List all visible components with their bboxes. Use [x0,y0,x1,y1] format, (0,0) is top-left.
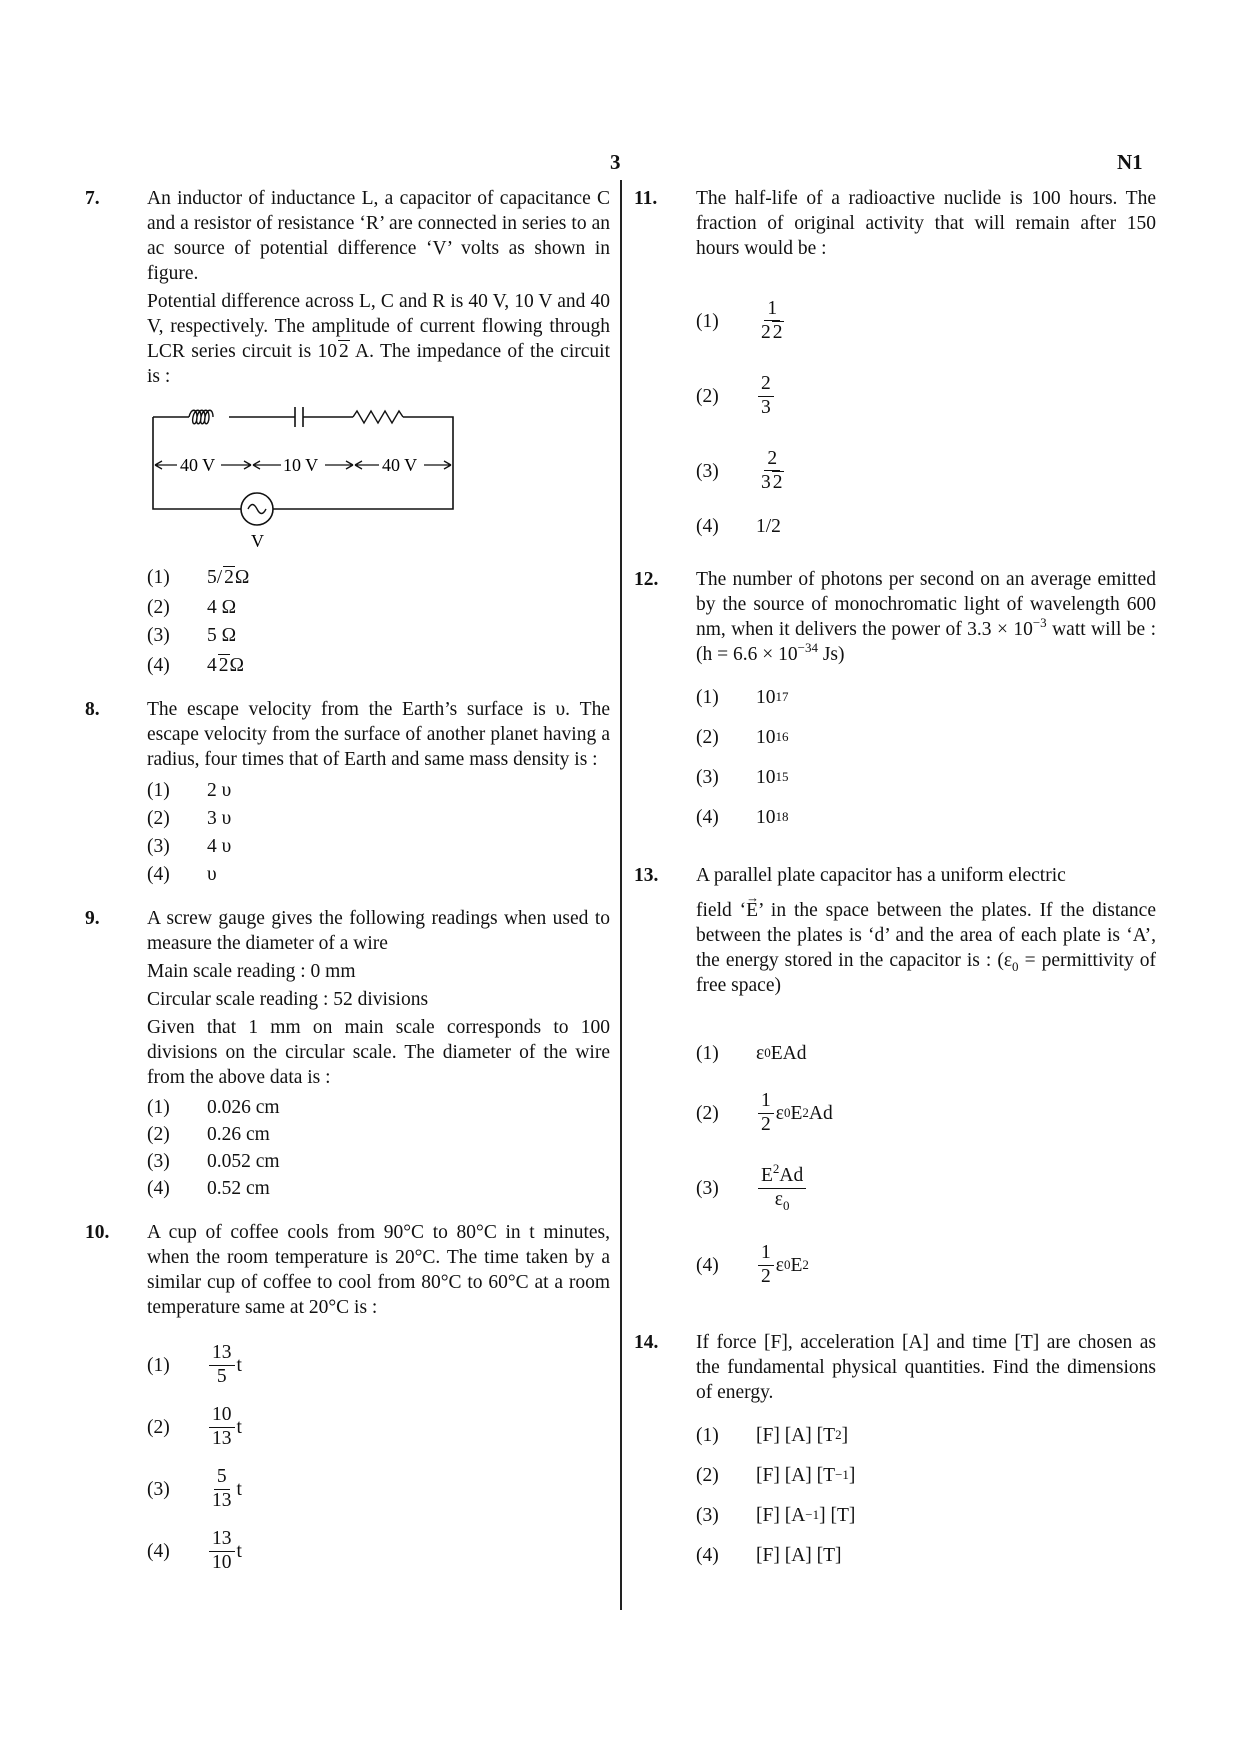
question-number: 14. [634,1332,659,1353]
option-4[interactable]: (4) $\frac{1}{2}$ ε 0 E 2 [696,1242,809,1287]
option-label: (4) [696,1544,719,1566]
option-1[interactable] [696,281,1156,361]
question-text: The escape velocity from the Earth’s surface is υ. The escape velocity from the surface of another planet having a radius, four times that of Earth and same mass density is : [147,699,610,770]
option-label: (1) [147,1097,170,1118]
options [696,1026,1156,1300]
option-label: (2) [696,726,719,748]
capacitor-plates [295,407,303,427]
fraction: $\frac{2}{3}$ [758,373,774,419]
option-4[interactable]: (4) $\frac{13}{10}$ t [147,1528,242,1573]
options [696,281,1156,541]
option-label: (3) [696,1504,719,1526]
option-label: (2) [147,1124,170,1145]
question-number: 7. [85,188,100,209]
option-label: (1) [696,310,719,332]
question-number: 10. [85,1222,110,1243]
option-1[interactable]: (1) 10 17 [696,686,789,708]
option-label: (3) [147,835,170,857]
option-label: (2) [147,1416,170,1438]
option-3[interactable]: (3) [F] [A −1 ] [T] [696,1504,856,1526]
option-4[interactable] [147,1175,610,1202]
voltage-label-r: 40 V [382,455,418,475]
fraction: $\frac{13}{5}$ [209,1342,235,1388]
option-1[interactable]: (1) 5/ 2 Ω [147,566,250,588]
option-label: (2) [147,596,170,618]
option-1[interactable] [147,1094,610,1121]
question-13 [634,863,1156,1300]
question-text: The half-life of a radioactive nuclide is 100 hours. The fraction of original activity that will remain after 150 hours would be : [696,188,1156,259]
question-number: 12. [634,569,659,590]
circular-scale-reading: Circular scale reading : 52 divisions [147,989,429,1010]
option-2[interactable] [147,593,610,621]
fraction: $\frac{1}{2 2}$ [761,297,783,343]
option-1[interactable] [147,776,610,804]
left-column [85,186,610,1582]
option-2[interactable]: (2) [F] [A] [T −1 ] [696,1464,856,1486]
question-8 [85,697,610,888]
option-text: 4 Ω [207,596,237,618]
fraction: $\frac{13}{10}$ [209,1528,235,1574]
question-text: If force [F], acceleration [A] and time [T] are chosen as the fundamental physical quantities. Find the dimensions of energy. [696,1332,1156,1403]
option-text: 1/2 [756,515,781,537]
options [147,1334,610,1582]
option-text: 0.52 cm [207,1178,270,1199]
option-3[interactable] [696,431,1156,511]
source-label: V [251,531,264,551]
option-label: (3) [696,766,719,788]
option-text: [F] [A] [T] [756,1544,842,1566]
option-text: 0.052 cm [207,1151,280,1172]
option-2[interactable] [147,804,610,832]
option-text: 2 υ [207,779,232,801]
option-label: (2) [696,385,719,407]
question-text-continued: Given that 1 mm on main scale corresponds to 100 divisions on the circular scale. The diameter of the wire from the above data is : [147,1017,610,1088]
option-label: (4) [147,654,170,676]
option-4[interactable] [696,1535,1156,1575]
option-label: (4) [147,863,170,885]
right-column [634,186,1156,1575]
option-label: (4) [696,806,719,828]
sqrt: 2 [772,472,783,493]
lcr-circuit-diagram [147,403,467,553]
option-3[interactable] [147,621,610,649]
page-number: 3 [610,150,621,174]
inductor-coil [189,410,213,424]
set-code: N1 [1117,150,1143,174]
question-7 [85,186,610,681]
option-3[interactable] [696,1146,1156,1230]
fraction: $\frac{10}{13}$ [209,1404,235,1450]
option-label: (1) [696,686,719,708]
option-label: (4) [147,1178,170,1199]
option-label: (2) [696,1464,719,1486]
option-4[interactable]: (4) 4 2 Ω [147,654,244,676]
option-2[interactable] [147,1121,610,1148]
option-label: (4) [696,1254,719,1276]
options [147,561,610,681]
sqrt: 2 [772,322,783,343]
option-1[interactable]: (1) [F] [A] [T 2 ] [696,1424,849,1446]
fraction: $\frac{E^2Ad}{\varepsilon_0}$ [758,1165,806,1211]
option-3[interactable]: (3) 10 15 [696,766,789,788]
question-text: The number of photons per second on an average emitted by the source of monochromatic light of wavelength 600 nm, when it delivers the power of $3.3 \times 10^{-3}$ watt will be : ($h = 6.6 \times 10^{-34}$ Js) [696,569,1157,665]
resistor-zigzag [353,411,403,423]
options [696,1415,1156,1575]
option-label: (3) [147,1478,170,1500]
options [147,776,610,888]
question-text-continued: Potential difference across L, C and R is 40 V, 10 V and 40 V, respectively. The amplitude of current flowing through LCR series circuit is 10 2 A. The impedance of the circuit is : [147,291,610,387]
sqrt: 2 [218,654,229,676]
option-3[interactable] [147,832,610,860]
sqrt: 2 [339,341,349,362]
question-9 [85,906,610,1202]
options [147,1094,610,1202]
option-text: 0.26 cm [207,1124,270,1145]
option-label: (1) [147,779,170,801]
option-label: (1) [147,1354,170,1376]
option-label: (2) [147,807,170,829]
option-4[interactable] [147,860,610,888]
option-1[interactable]: (1) $\frac{13}{5}$ t [147,1342,242,1387]
option-text: 4 υ [207,835,232,857]
column-divider [620,180,622,1610]
option-label: (4) [696,515,719,537]
fraction: $\frac{1}{2}$ [758,1090,774,1136]
option-3[interactable]: (3) $\frac{5}{13}$ t [147,1466,242,1511]
option-1[interactable]: (1) ε 0 EAd [696,1042,807,1064]
option-text: 3 υ [207,807,232,829]
question-14 [634,1330,1156,1575]
options [696,677,1156,837]
fraction: $\frac{5}{13}$ [212,1466,232,1511]
question-text: An inductor of inductance L, a capacitor of capacitance C and a resistor of resistance ‘R’ are connected in series to an ac source of potential difference ‘V’ volts as shown in figure. [147,188,610,284]
option-2[interactable]: (2) $\frac{10}{13}$ t [147,1404,242,1449]
option-2[interactable] [696,361,1156,431]
option-label: (3) [696,1177,719,1199]
question-number: 8. [85,699,100,720]
option-label: (4) [147,1540,170,1562]
option-text: 5 Ω [207,624,237,646]
question-12 [634,567,1156,837]
option-3[interactable] [147,1148,610,1175]
option-2[interactable]: (2) $\frac{1}{2}$ ε 0 E 2 Ad [696,1090,833,1135]
option-text: 0.026 cm [207,1097,280,1118]
option-label: (1) [696,1042,719,1064]
option-2[interactable]: (2) 10 16 [696,726,789,748]
option-4[interactable]: (4) 10 18 [696,806,789,828]
option-text: υ [207,863,217,885]
question-number: 13. [634,865,659,886]
question-text: A parallel plate capacitor has a uniform electric [696,865,1066,886]
option-label: (3) [147,1151,170,1172]
question-11 [634,186,1156,541]
voltage-label-c: 10 V [283,455,319,475]
option-4[interactable] [696,511,1156,541]
question-number: 9. [85,908,100,929]
sqrt: 2 [224,566,234,588]
question-text: A cup of coffee cools from 90°C to 80°C in t minutes, when the room temperature is 20°C. The time taken by a similar cup of coffee to cool from 80°C to 60°C at a room temperature same at 20°C is : [147,1222,610,1318]
option-label: (2) [696,1102,719,1124]
question-text: A screw gauge gives the following readings when used to measure the diameter of a wire [147,908,610,954]
option-label: (3) [147,624,170,646]
vector-e: → E [746,898,758,923]
fraction: $\frac{2}{3 2}$ [761,447,783,493]
question-text-continued: field ‘→ E’ in the space between the plates. If the distance between the plates is ‘d’ and the area of each plate is ‘A’, the energy stored in the capacitor is : ($\varepsilon_0$ = permittivity of free space) [696,898,1156,998]
question-number: 11. [634,188,658,209]
voltage-label-l: 40 V [180,455,216,475]
option-label: (1) [696,1424,719,1446]
option-label: (1) [147,566,170,588]
option-label: (3) [696,460,719,482]
question-10 [85,1220,610,1582]
fraction: $\frac{1}{2}$ [758,1242,774,1288]
main-scale-reading: Main scale reading : 0 mm [147,961,356,982]
